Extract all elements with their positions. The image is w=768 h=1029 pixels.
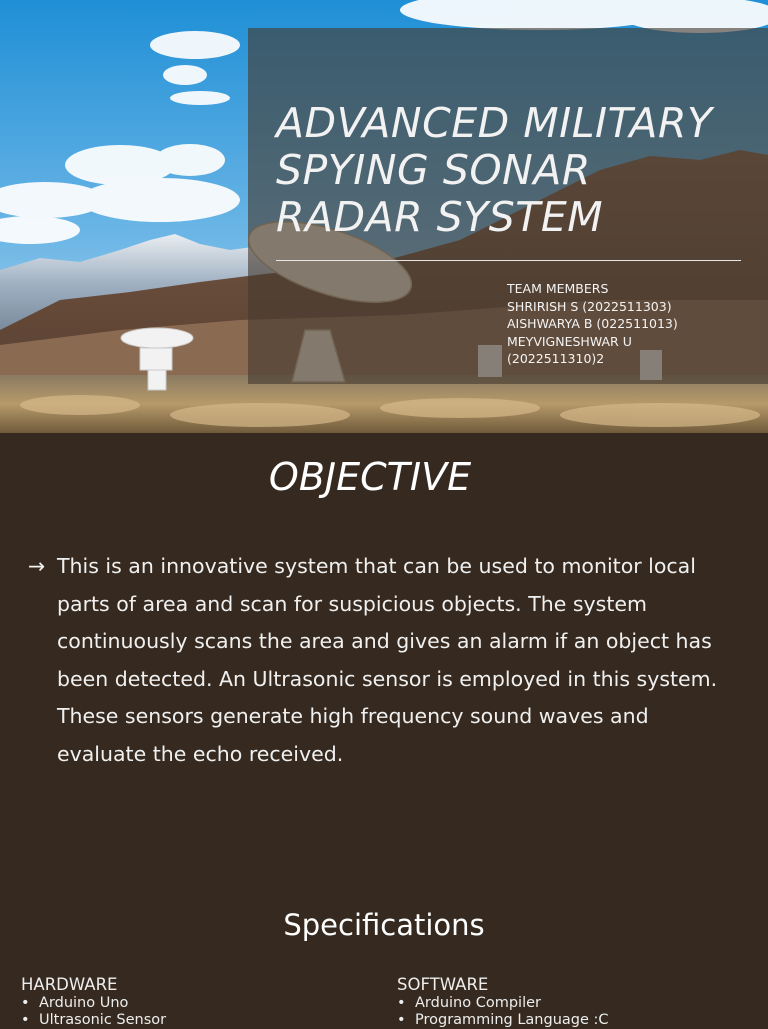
hardware-item-label: Ultrasonic Sensor <box>39 1012 167 1028</box>
arrow-right-icon: → <box>28 554 46 578</box>
software-item-label: Arduino Compiler <box>415 995 541 1011</box>
hardware-column <box>21 975 166 1029</box>
objective-heading: OBJECTIVE <box>268 455 472 499</box>
list-item <box>21 1012 166 1029</box>
software-column <box>397 975 609 1029</box>
specifications-heading: Specifications <box>283 908 485 942</box>
list-item <box>21 995 166 1012</box>
list-item <box>397 1012 609 1029</box>
presentation-title: ADVANCED MILITARY SPYING SONAR RADAR SYSTEM <box>276 99 713 241</box>
title-slide <box>0 0 768 433</box>
hardware-item-label: Arduino Uno <box>39 995 129 1011</box>
team-member-3: MEYVIGNESHWAR U <box>507 333 632 349</box>
bullet-icon: • <box>21 995 30 1011</box>
team-member-1: SHRIRISH S (2022511303) <box>507 298 672 314</box>
bullet-icon: • <box>21 1012 30 1028</box>
team-members-block <box>507 280 757 368</box>
software-heading: SOFTWARE <box>397 975 489 994</box>
objective-bullet <box>28 548 733 773</box>
bullet-icon: • <box>397 1012 406 1028</box>
team-member-3-id: (2022511310)2 <box>507 351 605 366</box>
team-members-heading: TEAM MEMBERS <box>507 281 609 296</box>
list-item <box>397 995 609 1012</box>
title-divider <box>276 260 741 261</box>
objective-text: This is an innovative system that can be used to monitor local parts of area and scan for suspicious objects. The system continuously scans the area and gives an alarm if an object has been detected. An Ultrasonic sensor is employed in this system. These sensors generate high frequency sound waves and evaluate the echo received. <box>57 554 718 766</box>
team-member-2: AISHWARYA B (022511013) <box>507 316 678 331</box>
bullet-icon: • <box>397 995 406 1011</box>
software-item-label: Programming Language :C <box>415 1012 609 1028</box>
hardware-heading: HARDWARE <box>21 975 118 994</box>
